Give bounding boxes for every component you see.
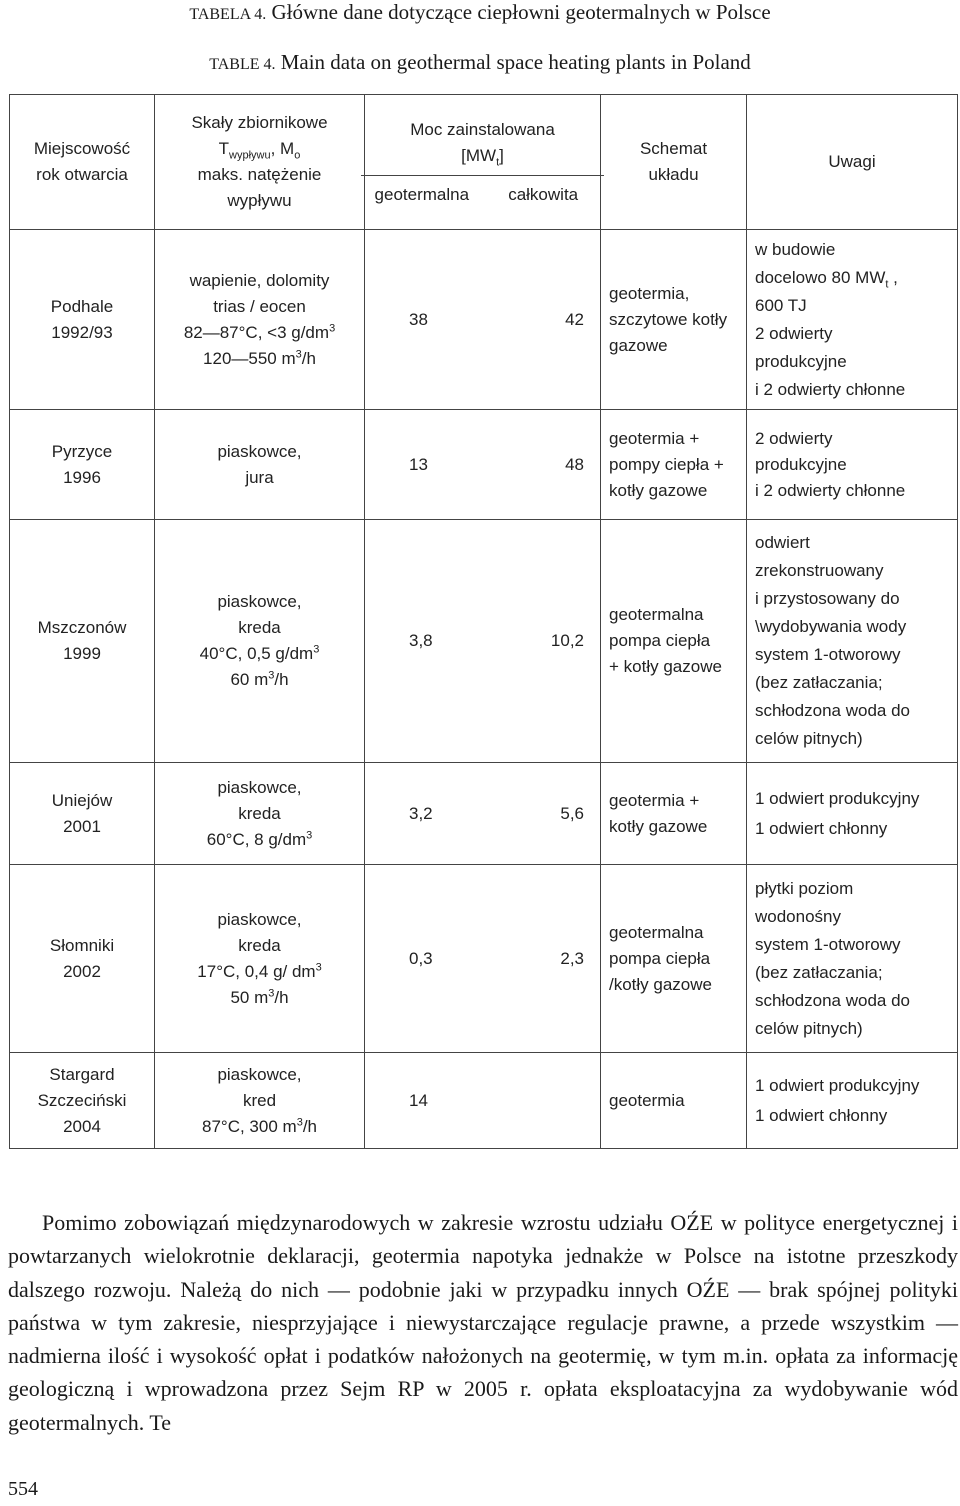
cell-notes: płytki poziom wodonośny system 1-otworowy (bez zatłaczania; schłodzona woda do celów pitnych) <box>747 865 958 1053</box>
cell-scheme: geotermalna pompa ciepła /kotły gazowe <box>601 865 747 1053</box>
cell-notes: 2 odwierty produkcyjne i 2 odwierty chłonne <box>747 410 958 520</box>
cell-scheme: geotermia, szczytowe kotły gazowe <box>601 230 747 410</box>
header-text: rok otwarcia <box>36 165 128 184</box>
header-text: $[MW_t]$ <box>461 145 504 168</box>
header-text: $T_{wypływu}$, $M_o$ <box>218 139 301 162</box>
cell-notes: odwiert zrekonstruowany i przystosowany do \wydobywania wody system 1-otworowy (bez zatłaczania; schłodzona woda do celów pitnych) <box>747 520 958 763</box>
header-location <box>10 95 155 230</box>
cell-rocks: piaskowce, kreda 40°C, 0,5 $g/dm^3$ 60 $m^3/h$ <box>155 520 365 763</box>
table-row <box>10 763 958 865</box>
header-geothermal: geotermalna <box>374 184 470 204</box>
header-text: Moc zainstalowana <box>410 119 555 139</box>
caption-text: Main data on geothermal space heating plants in Poland <box>280 50 751 74</box>
cell-capacity: 13 48 <box>365 410 601 520</box>
cell-location: Słomniki 2002 <box>10 865 155 1053</box>
paragraph-text: Pomimo zobowiązań międzynarodowych w zakresie wzrostu udziału OŹE w polityce energetycznej i powtarzanych wielokrotnie deklaracji, geotermia napotyka jednakże w Polsce na istotne przeszkody dalszego rozwoju. Należą do nich — podobnie jaki w przypadku innych OŹE — brak spójnej polityki państwa w tym zakresie, niesprzyjające i niewystarczające regulacje prawne, a przede wszystkim — nadmierna ilość i wysokość opłat i podatków nałożonych na geotermię, w tym m.in. opłata za informację geologiczną i wprowadzona przez Sejm RP w 2005 r. opłata eksploatacyjna za wydobywanie wód geotermalnych. Te <box>8 1210 958 1435</box>
table-row <box>10 230 958 410</box>
cell-capacity: 3,8 10,2 <box>365 520 601 763</box>
table-row <box>10 520 958 763</box>
page-number: 554 <box>8 1478 38 1500</box>
header-total: całkowita <box>508 184 579 204</box>
header-notes <box>747 95 958 230</box>
cell-scheme: geotermia + pompy ciepła + kotły gazowe <box>601 410 747 520</box>
caption-text: Główne dane dotyczące ciepłowni geotermalnych w Polsce <box>271 0 771 24</box>
cell-rocks: piaskowce, jura <box>155 410 365 520</box>
cell-location: Mszczonów 1999 <box>10 520 155 763</box>
cell-scheme: geotermalna pompa ciepła + kotły gazowe <box>601 520 747 763</box>
header-text: Uwagi <box>828 152 876 171</box>
table-row <box>10 865 958 1053</box>
cell-notes: w budowie docelowo 80 $MW_t$ , 600 TJ 2 odwierty produkcyjne i 2 odwierty chłonne <box>747 230 958 410</box>
header-text: układu <box>648 165 699 184</box>
table-row <box>10 410 958 520</box>
geothermal-plants-table <box>9 94 958 1149</box>
header-capacity <box>365 95 601 230</box>
header-rocks <box>155 95 365 230</box>
cell-scheme: geotermia <box>601 1053 747 1149</box>
table-row <box>10 1053 958 1149</box>
table-caption-english <box>0 50 960 75</box>
capacity-subheader <box>361 175 604 208</box>
cell-scheme: geotermia + kotły gazowe <box>601 763 747 865</box>
cell-capacity: 3,2 5,6 <box>365 763 601 865</box>
cell-capacity: 0,3 2,3 <box>365 865 601 1053</box>
header-scheme <box>601 95 747 230</box>
table-header-row <box>10 95 958 230</box>
cell-notes: 1 odwiert produkcyjny 1 odwiert chłonny <box>747 763 958 865</box>
cell-rocks: piaskowce, kreda 17°C, 0,4 g/ $dm^3$ 50 $m^3/h$ <box>155 865 365 1053</box>
cell-rocks: piaskowce, kred 87°C, 300 $m^3/h$ <box>155 1053 365 1149</box>
body-paragraph <box>8 1206 958 1439</box>
cell-location: Uniejów 2001 <box>10 763 155 865</box>
cell-rocks: piaskowce, kreda 60°C, 8 $g/dm^3$ <box>155 763 365 865</box>
caption-label: TABELA 4. <box>189 6 267 23</box>
header-text: maks. natężenie <box>197 165 322 184</box>
table-caption-polish <box>0 0 960 25</box>
cell-notes: 1 odwiert produkcyjny 1 odwiert chłonny <box>747 1053 958 1149</box>
cell-rocks: wapienie, dolomity trias / eocen 82—87°C, <3 $g/dm^3$ 120—550 $m^3/h$ <box>155 230 365 410</box>
cell-location: Pyrzyce 1996 <box>10 410 155 520</box>
header-text: Miejscowość <box>33 139 131 158</box>
header-text: Skały zbiornikowe <box>191 113 328 132</box>
header-text: wypływu <box>227 191 292 210</box>
cell-location: Stargard Szczeciński 2004 <box>10 1053 155 1149</box>
cell-capacity: 38 42 <box>365 230 601 410</box>
caption-label: TABLE 4. <box>209 56 276 73</box>
cell-location: Podhale 1992/93 <box>10 230 155 410</box>
header-text: Schemat <box>639 139 708 158</box>
cell-capacity: 14 <box>365 1053 601 1149</box>
